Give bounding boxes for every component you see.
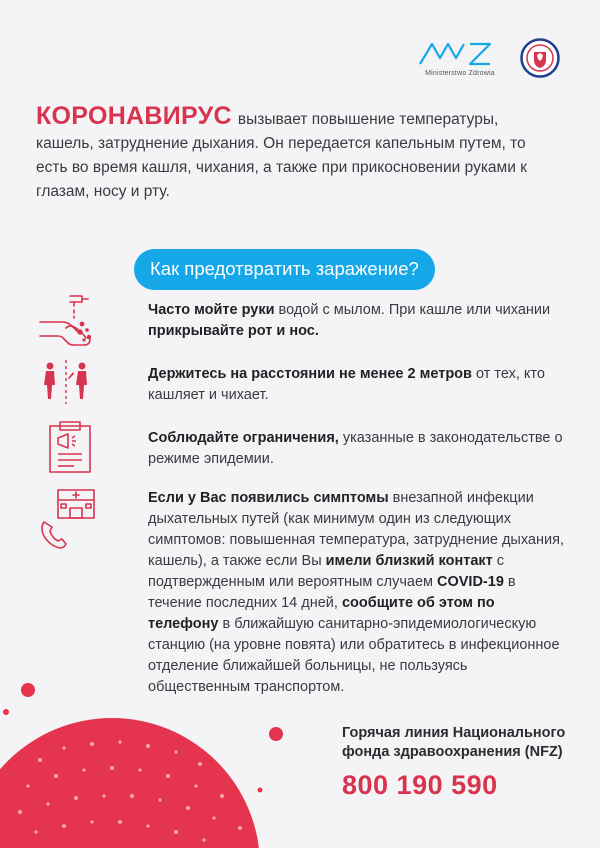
tip-span: в ближайшую санитарно-эпидемиологическую станцию (на уровне повята) или обратитесь в инфекционное отделение ближайшей больницы, не пользуясь общественным транспортом. [148,616,560,695]
hotline-number[interactable]: 800 190 590 [342,770,498,800]
ministry-caption: Ministerstwo Zdrowia [425,70,495,77]
announcement-icon [36,420,104,482]
tip-span: внезапной инфекции дыхательных путей (как минимум один из следующих симптомов: повышенная температура, затруднение дыхания, кашель), а также если Вы [148,490,564,569]
tip-bold: сообщите об этом по телефону [148,595,495,632]
tip-span: с подтвержденным или вероятным случаем [148,553,505,590]
hotline-block [342,724,572,801]
tip-span: от тех, кто кашляет и чихает. [148,366,545,403]
prevention-title: Как предотвратить заражение? [134,249,435,290]
tip-bold: имели близкий контакт [325,553,493,569]
tip-bold: Соблюдайте ограничения, [148,430,339,446]
sanitary-inspectorate-seal [520,38,560,83]
tip-bold: Часто мойте руки [148,302,275,318]
seal-icon [520,38,560,78]
tip-bold: Держитесь на расстоянии не менее 2 метров [148,366,472,382]
phone-hospital-icon [36,488,104,550]
tip-bold: прикрывайте рот и нос. [148,323,319,339]
distance-icon [36,356,104,418]
tip-span: в течение последних 14 дней, [148,574,516,611]
tip-bold: Если у Вас появились симптомы [148,490,389,506]
coronavirus-keyword: КОРОНАВИРУС [36,102,232,130]
intro-paragraph [36,104,556,204]
tip-text [148,300,568,342]
ministry-logo [418,38,502,77]
tip-bold: COVID-19 [437,574,504,590]
handwash-icon [36,292,104,354]
tip-span: водой с мылом. При кашле или чихании [274,302,551,318]
tip-text [148,428,568,470]
mz-logo-icon [418,38,502,68]
tip-text [148,364,568,406]
hotline-label: Горячая линия Национального фонда здравоохранения (NFZ) [342,725,566,760]
tip-text [148,488,568,698]
tip-span: указанные в законодательстве о режиме эпидемии. [148,430,563,467]
header-logos [418,38,560,83]
intro-text: вызывает повышение температуры, кашель, затруднение дыхания. Он передается капельным путем, то есть во время кашля, чихания, а также при прикосновении руками к глазам, носу и рту. [36,111,527,200]
